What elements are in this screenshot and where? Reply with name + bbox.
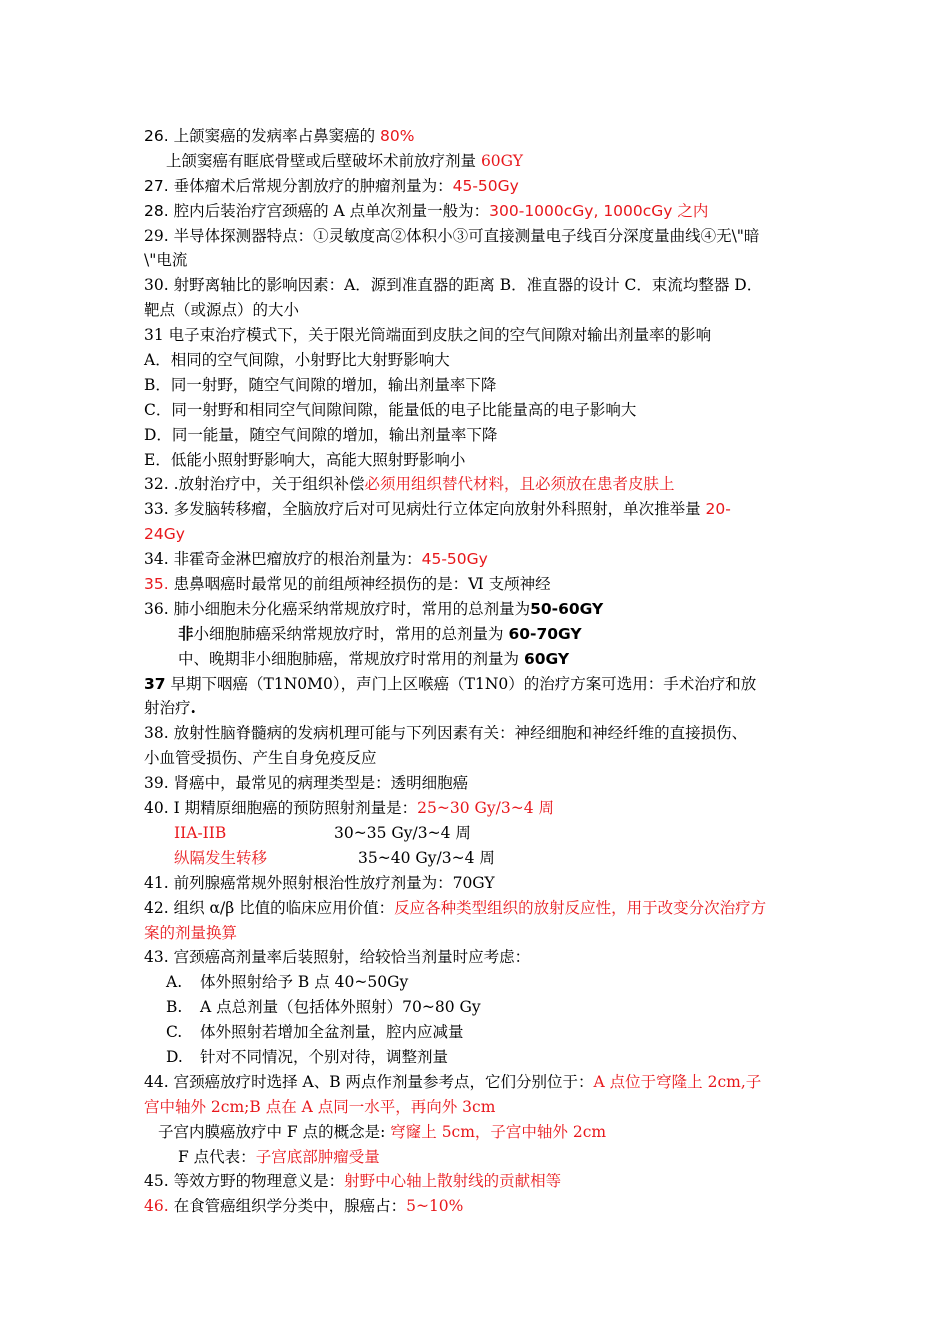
item-42-line2: 案的剂量换算: [144, 923, 238, 942]
item-43-option-d: D. 针对不同情况，个别对待，调整剂量: [166, 1047, 449, 1066]
item-38-line2: 小血管受损伤、产生自身免疫反应: [144, 749, 377, 768]
item-44-line2: 宫中轴外 2cm;B 点在 A 点同一水平，再向外 3cm: [144, 1097, 496, 1116]
item-40-row-mediastinal: 纵隔发生转移 35~40 Gy/3~4 周: [174, 848, 495, 867]
item-43: 43. 宫颈癌高剂量率后装照射，给较恰当剂量时应考虑：: [144, 948, 531, 967]
item-31-option-d: D．同一能量，随空气间隙的增加，输出剂量率下降: [144, 425, 498, 444]
item-26: 26. 上颌窦癌的发病率占鼻窦癌的 80%: [144, 127, 415, 145]
item-30-line2: 靶点（或源点）的大小: [144, 301, 300, 320]
item-32: 32. .放射治疗中，关于组织补偿必须用组织替代材料，且必须放在患者皮肤上: [144, 475, 675, 494]
item-44-line1: 44. 宫颈癌放疗时选择 A、B 两点作剂量参考点，它们分别位于：A 点位于穹隆上 2cm,子: [144, 1072, 762, 1091]
item-27: 27. 垂体瘤术后常规分割放疗的肿瘤剂量为：45-50Gy: [144, 176, 519, 195]
item-30-line1: 30. 射野离轴比的影响因素：A．源到准直器的距离 B．准直器的设计 C．束流均整器 D．: [144, 276, 763, 295]
item-40-row-iia-iib: IIA-IIB 30~35 Gy/3~4 周: [174, 823, 471, 842]
item-33-line2: 24Gy: [144, 525, 185, 544]
item-29-line1: 29. 半导体探测器特点：①灵敏度高②体积小③可直接测量电子线百分深度量曲线④无\"暗: [144, 226, 760, 245]
item-31-option-c: C．同一射野和相同空气间隙间隙，能量低的电子比能量高的电子影响大: [144, 400, 637, 419]
item-45: 45. 等效方野的物理意义是：射野中心轴上散射线的贡献相等: [144, 1172, 562, 1191]
item-37-line1: 37 早期下咽癌（T1N0M0），声门上区喉癌（T1N0）的治疗方案可选用：手术治疗和放: [144, 674, 757, 693]
item-41: 41. 前列腺癌常规外照射根治性放疗剂量为：70GY: [144, 873, 495, 892]
item-46: 46. 在食管癌组织学分类中，腺癌占：5~10%: [144, 1197, 464, 1216]
item-33-line1: 33. 多发脑转移瘤，全脑放疗后对可见病灶行立体定向放射外科照射，单次推举量 20-: [144, 500, 731, 519]
item-39: 39. 肾癌中，最常见的病理类型是：透明细胞癌: [144, 774, 469, 793]
item-38-line1: 38. 放射性脑脊髓病的发病机理可能与下列因素有关：神经细胞和神经纤维的直接损伤、: [144, 724, 748, 743]
item-44-sub1: 子宫内膜癌放疗中 F 点的概念是: 穹窿上 5cm，子宫中轴外 2cm: [158, 1122, 607, 1141]
item-44-sub2: F 点代表：子宫底部肿瘤受量: [178, 1147, 380, 1166]
item-34: 34. 非霍奇金淋巴瘤放疗的根治剂量为：45-50Gy: [144, 550, 488, 569]
item-31-option-a: A．相同的空气间隙，小射野比大射野影响大: [144, 351, 450, 370]
item-26-sub: 上颌窦癌有眶底骨壁或后壁破坏术前放疗剂量 60GY: [166, 151, 524, 170]
item-36-sub2: 中、晚期非小细胞肺癌，常规放疗时常用的剂量为 60GY: [178, 649, 570, 668]
item-37-line2: 射治疗.: [144, 698, 196, 718]
item-28: 28. 腔内后装治疗宫颈癌的 A 点单次剂量一般为：300-1000cGy, 1000cGy 之内: [144, 201, 709, 220]
item-42-line1: 42. 组织 α/β 比值的临床应用价值：反应各种类型组织的放射反应性，用于改变分次治疗方: [144, 898, 767, 917]
item-35: 35. 患鼻咽癌时最常见的前组颅神经损伤的是：Ⅵ 支颅神经: [144, 575, 551, 594]
item-31: 31 电子束治疗模式下，关于限光筒端面到皮肤之间的空气间隙对输出剂量率的影响: [144, 326, 712, 345]
item-29-line2: \"电流: [144, 251, 188, 270]
item-43-option-b: B. A 点总剂量（包括体外照射）70~80 Gy: [166, 998, 481, 1017]
item-36-sub1: 非小细胞肺癌采纳常规放疗时，常用的总剂量为 60-70GY: [178, 623, 582, 643]
item-36: 36. 肺小细胞未分化癌采纳常规放疗时，常用的总剂量为50-60GY: [144, 599, 604, 618]
item-43-option-a: A. 体外照射给予 B 点 40~50Gy: [166, 973, 409, 992]
item-31-option-b: B．同一射野，随空气间隙的增加，输出剂量率下降: [144, 375, 497, 394]
item-40: 40. Ⅰ 期精原细胞癌的预防照射剂量是：25~30 Gy/3~4 周: [144, 799, 554, 818]
item-43-option-c: C. 体外照射若增加全盆剂量，腔内应减量: [166, 1023, 464, 1042]
document-page: [144, 124, 814, 1219]
item-31-option-e: E．低能小照射野影响大，高能大照射野影响小: [144, 450, 466, 469]
